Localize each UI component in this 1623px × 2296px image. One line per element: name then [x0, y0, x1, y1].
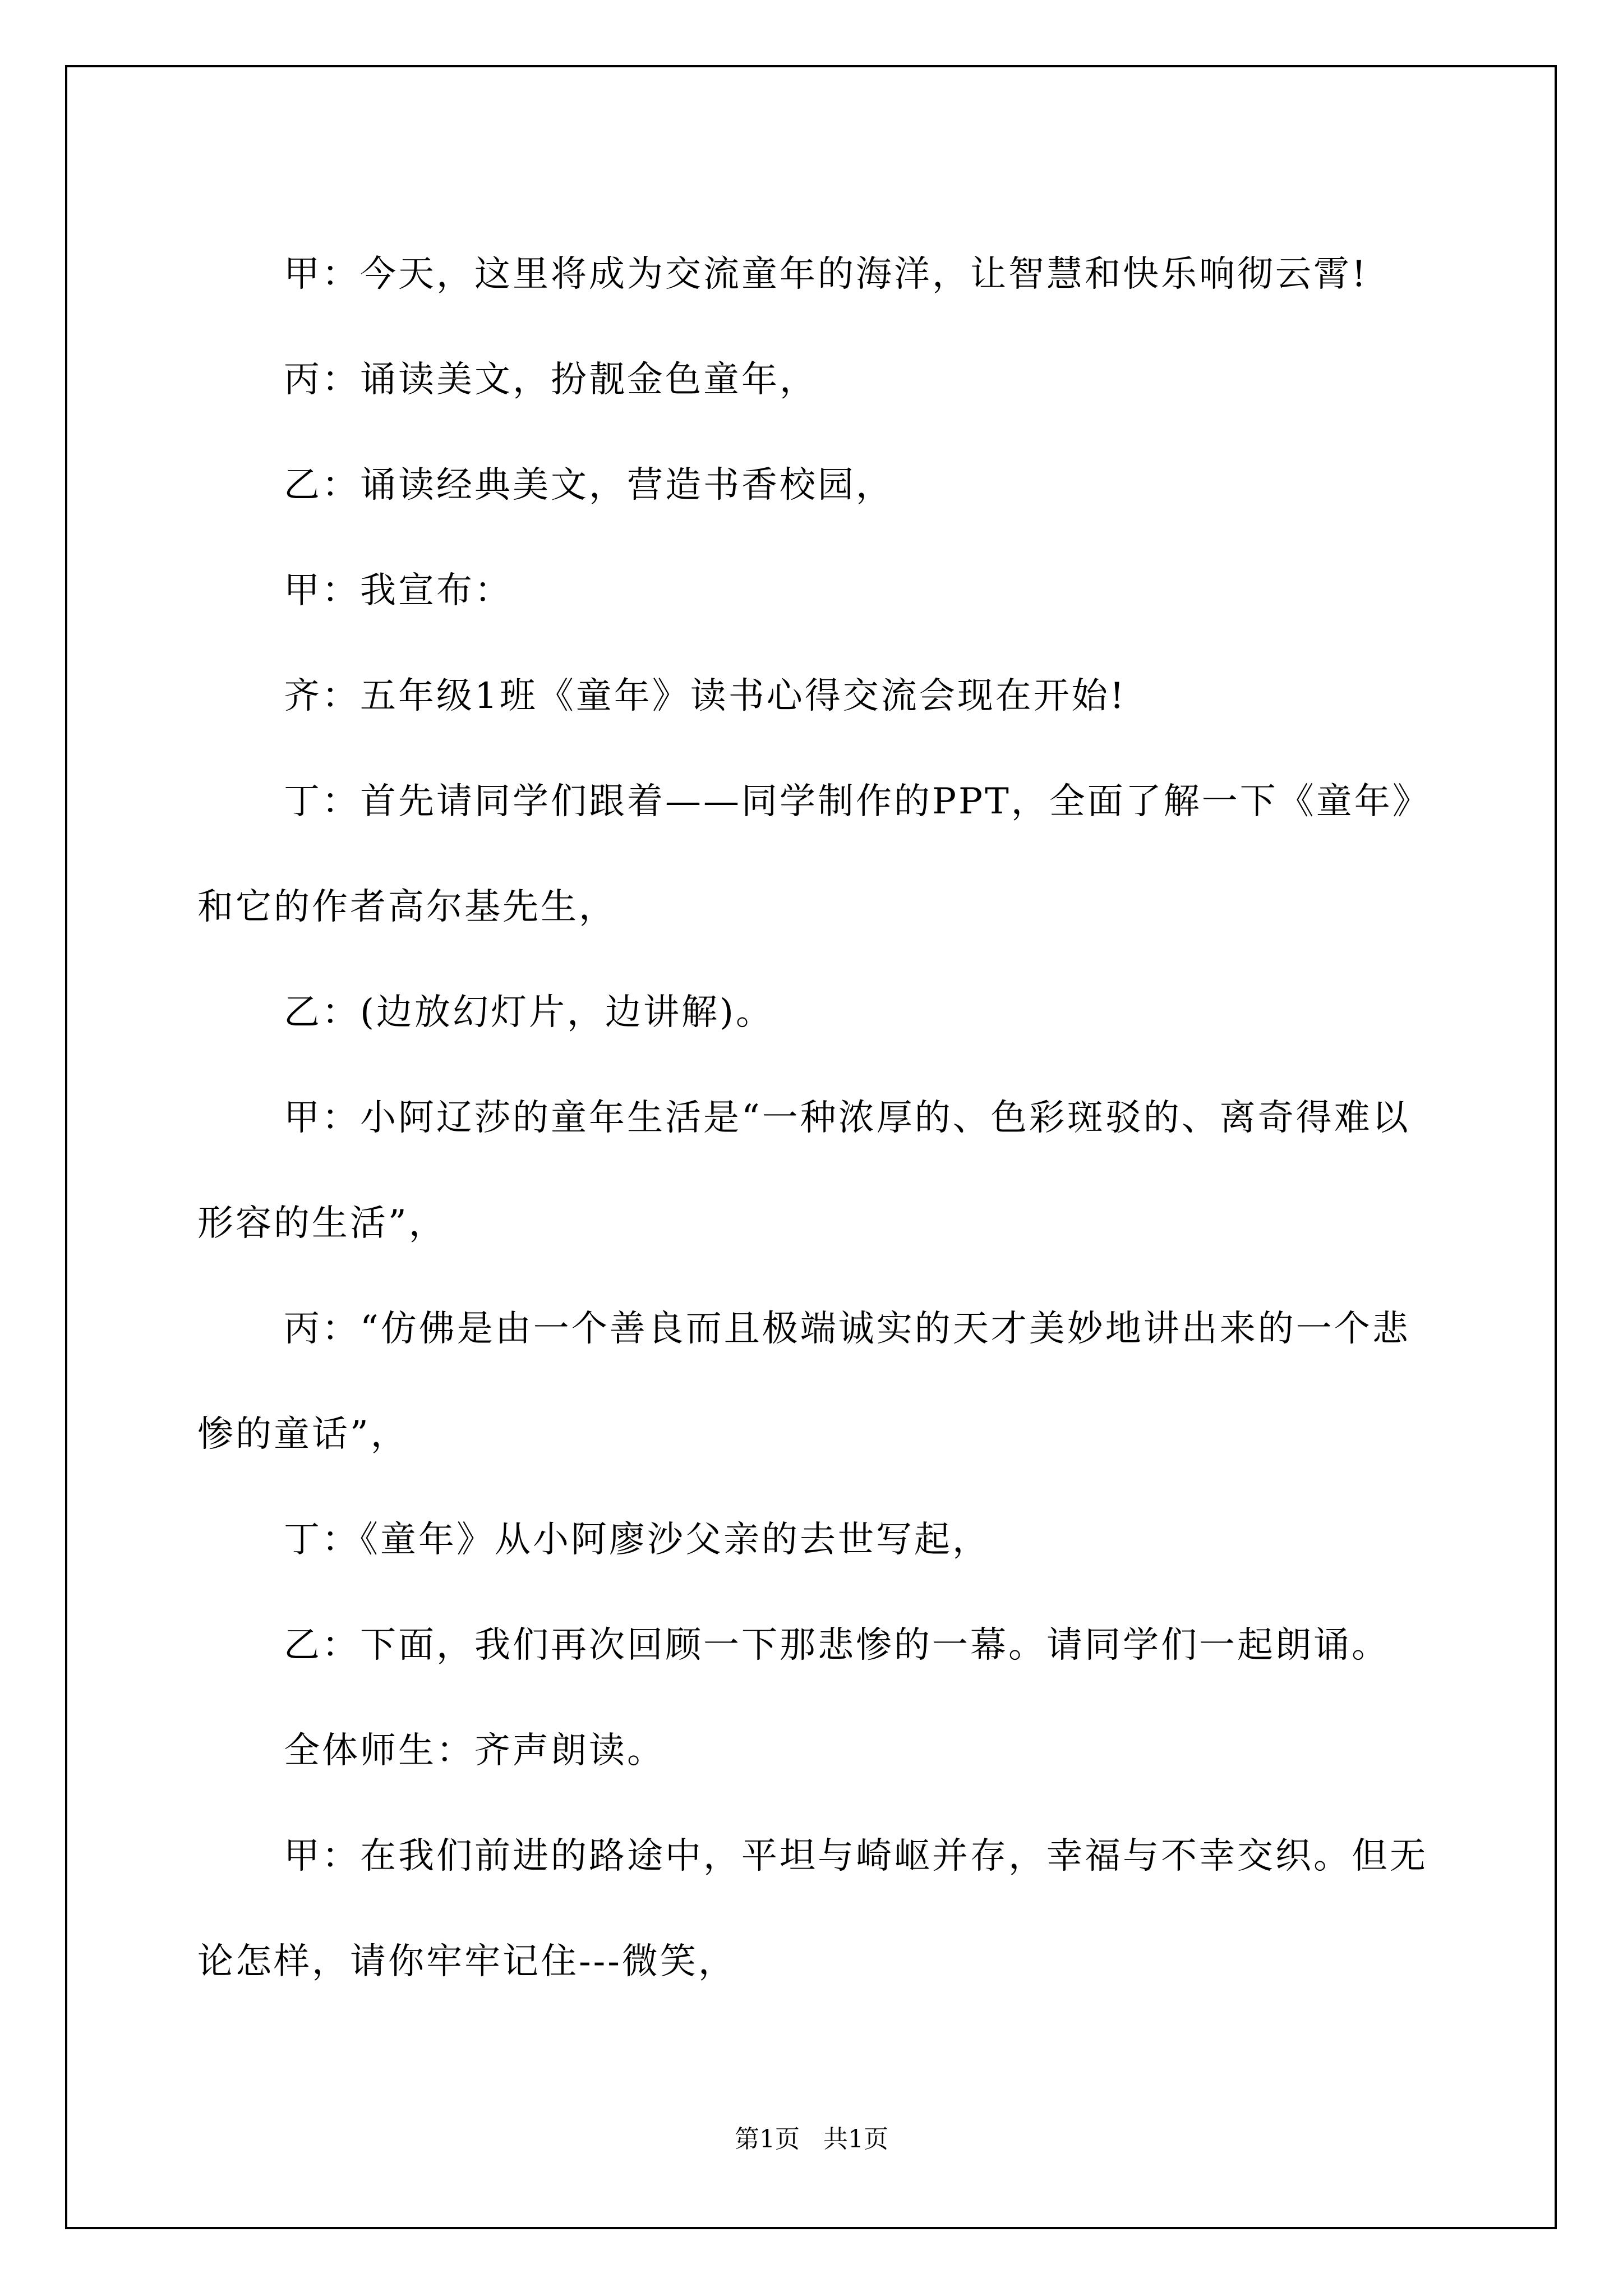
paragraph: 丙：“仿佛是由一个善良而且极端诚实的天才美妙地讲出来的一个悲惨的童话”， [197, 1308, 1410, 1455]
paragraph: 乙：下面，我们再次回顾一下那悲惨的一幕。请同学们一起朗诵。 [284, 1625, 1390, 1666]
paragraph: 乙：(边放幻灯片，边讲解)。 [284, 992, 774, 1033]
paragraph: 齐：五年级1班《童年》读书心得交流会现在开始! [284, 675, 1127, 717]
paragraph: 丁：《童年》从小阿廖沙父亲的去世写起， [284, 1519, 990, 1561]
paragraph: 甲：在我们前进的路途中，平坦与崎岖并存，幸福与不幸交织。但无论怎样，请你牢牢记住---微笑， [197, 1835, 1428, 1982]
paragraph: 甲：我宣布： [284, 570, 513, 611]
paragraph: 甲：小阿辽莎的童年生活是“一种浓厚的、色彩斑驳的、离奇得难以形容的生活”， [197, 1097, 1410, 1244]
paragraph: 丁：首先请同学们跟着——同学制作的PPT，全面了解一下《童年》和它的作者高尔基先生， [197, 781, 1413, 928]
page-number: 第1页 [735, 2125, 800, 2154]
page-total: 共1页 [823, 2125, 888, 2154]
document-body [197, 222, 1429, 2014]
page-footer [0, 2124, 1623, 2155]
paragraph: 乙：诵读经典美文，营造书香校园， [284, 464, 894, 506]
paragraph: 全体师生：齐声朗读。 [284, 1730, 665, 1772]
paragraph: 丙：诵读美文，扮靓金色童年， [284, 359, 818, 401]
paragraph: 甲：今天，这里将成为交流童年的海洋，让智慧和快乐响彻云霄! [284, 254, 1368, 295]
